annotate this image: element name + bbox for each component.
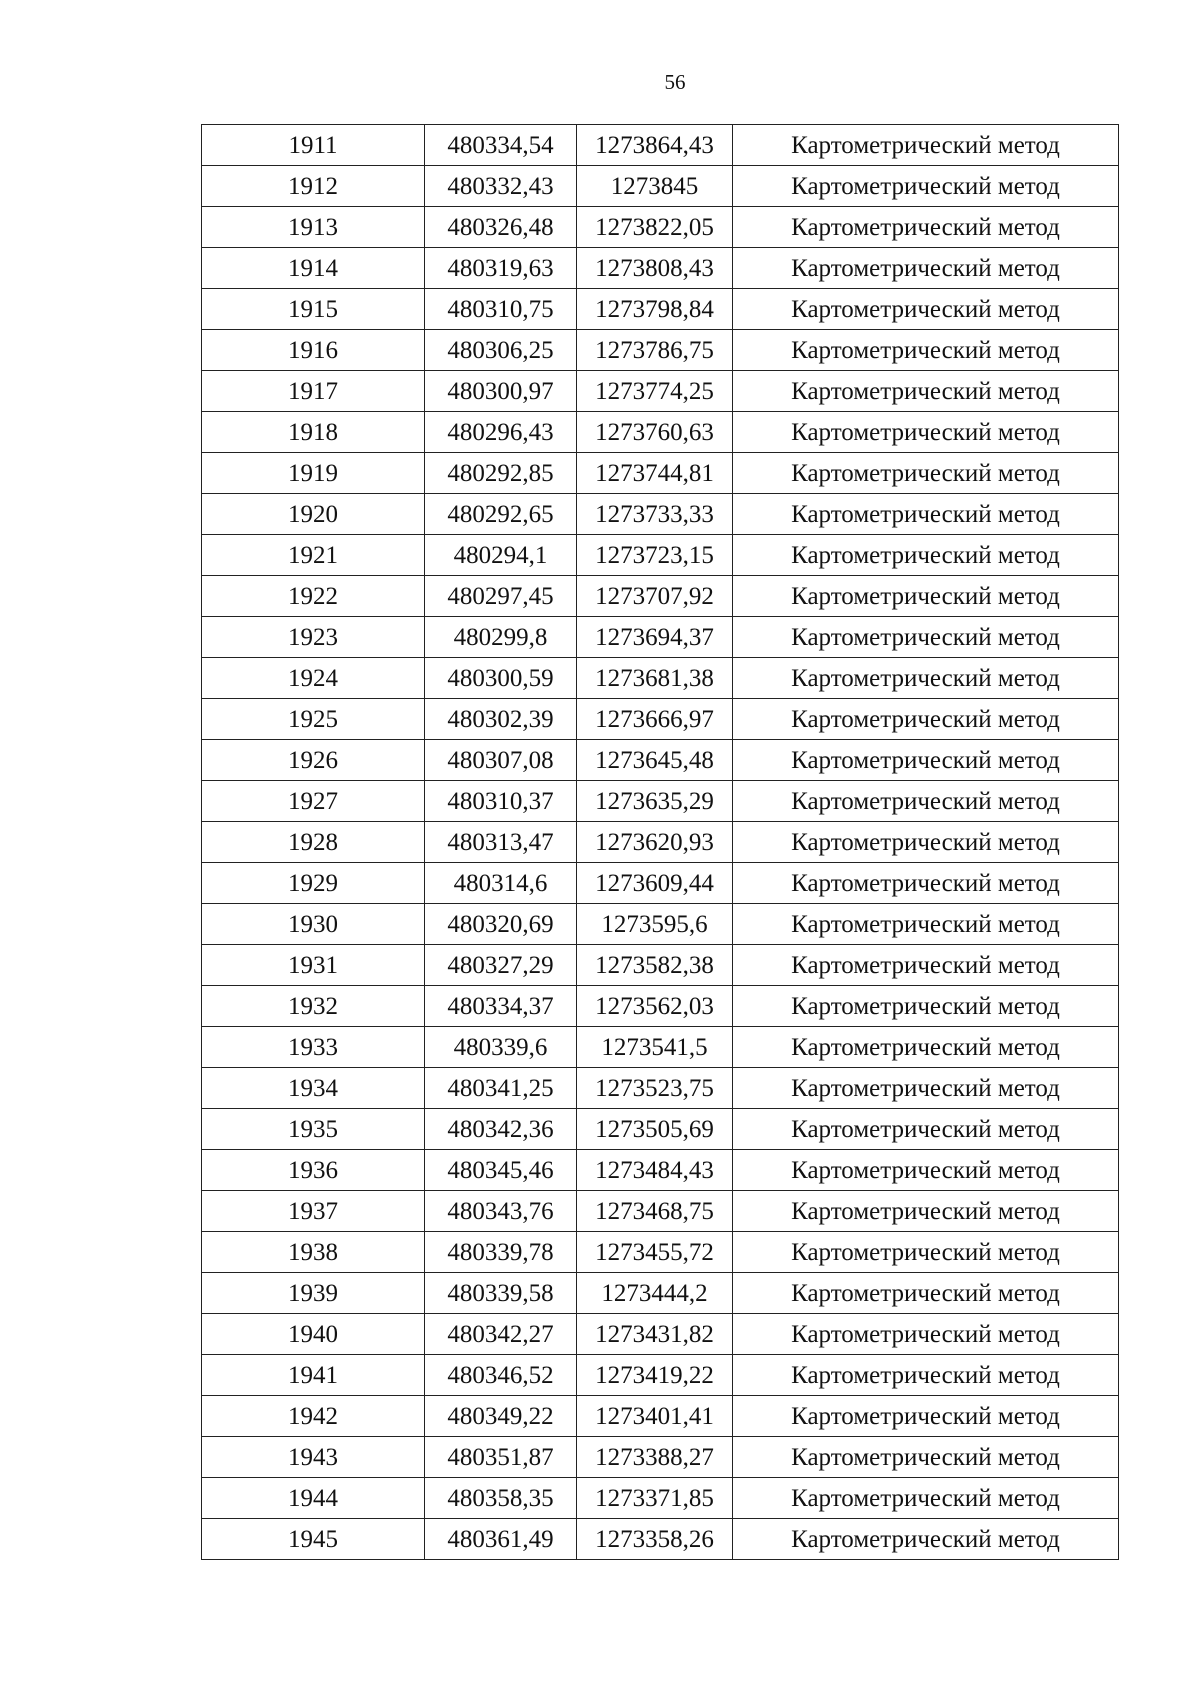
- y-coordinate-cell: 1273864,43: [577, 125, 733, 166]
- y-coordinate-cell: 1273595,6: [577, 904, 733, 945]
- point-number-cell: 1945: [202, 1519, 425, 1560]
- point-number-cell: 1923: [202, 617, 425, 658]
- table-row: [202, 535, 1119, 576]
- table-row: [202, 1396, 1119, 1437]
- x-coordinate-cell: 480319,63: [425, 248, 577, 289]
- point-number-cell: 1941: [202, 1355, 425, 1396]
- y-coordinate-cell: 1273541,5: [577, 1027, 733, 1068]
- point-number-cell: 1921: [202, 535, 425, 576]
- y-coordinate-cell: 1273744,81: [577, 453, 733, 494]
- x-coordinate-cell: 480349,22: [425, 1396, 577, 1437]
- y-coordinate-cell: 1273505,69: [577, 1109, 733, 1150]
- table-row: [202, 412, 1119, 453]
- table-row: [202, 576, 1119, 617]
- method-cell: Картометрический метод: [733, 1478, 1119, 1519]
- x-coordinate-cell: 480306,25: [425, 330, 577, 371]
- method-cell: Картометрический метод: [733, 822, 1119, 863]
- x-coordinate-cell: 480327,29: [425, 945, 577, 986]
- method-cell: Картометрический метод: [733, 1232, 1119, 1273]
- table-row: [202, 1273, 1119, 1314]
- x-coordinate-cell: 480292,85: [425, 453, 577, 494]
- method-cell: Картометрический метод: [733, 494, 1119, 535]
- point-number-cell: 1930: [202, 904, 425, 945]
- point-number-cell: 1926: [202, 740, 425, 781]
- point-number-cell: 1942: [202, 1396, 425, 1437]
- x-coordinate-cell: 480300,59: [425, 658, 577, 699]
- y-coordinate-cell: 1273808,43: [577, 248, 733, 289]
- point-number-cell: 1922: [202, 576, 425, 617]
- method-cell: Картометрический метод: [733, 1273, 1119, 1314]
- method-cell: Картометрический метод: [733, 658, 1119, 699]
- point-number-cell: 1938: [202, 1232, 425, 1273]
- y-coordinate-cell: 1273582,38: [577, 945, 733, 986]
- y-coordinate-cell: 1273620,93: [577, 822, 733, 863]
- y-coordinate-cell: 1273694,37: [577, 617, 733, 658]
- y-coordinate-cell: 1273431,82: [577, 1314, 733, 1355]
- point-number-cell: 1916: [202, 330, 425, 371]
- table-row: [202, 166, 1119, 207]
- point-number-cell: 1934: [202, 1068, 425, 1109]
- method-cell: Картометрический метод: [733, 453, 1119, 494]
- x-coordinate-cell: 480343,76: [425, 1191, 577, 1232]
- y-coordinate-cell: 1273371,85: [577, 1478, 733, 1519]
- method-cell: Картометрический метод: [733, 535, 1119, 576]
- table-row: [202, 1027, 1119, 1068]
- x-coordinate-cell: 480361,49: [425, 1519, 577, 1560]
- x-coordinate-cell: 480296,43: [425, 412, 577, 453]
- y-coordinate-cell: 1273455,72: [577, 1232, 733, 1273]
- x-coordinate-cell: 480310,37: [425, 781, 577, 822]
- table-row: [202, 1314, 1119, 1355]
- y-coordinate-cell: 1273388,27: [577, 1437, 733, 1478]
- table-row: [202, 1232, 1119, 1273]
- point-number-cell: 1920: [202, 494, 425, 535]
- point-number-cell: 1919: [202, 453, 425, 494]
- point-number-cell: 1937: [202, 1191, 425, 1232]
- point-number-cell: 1929: [202, 863, 425, 904]
- method-cell: Картометрический метод: [733, 1519, 1119, 1560]
- x-coordinate-cell: 480342,36: [425, 1109, 577, 1150]
- x-coordinate-cell: 480300,97: [425, 371, 577, 412]
- point-number-cell: 1914: [202, 248, 425, 289]
- point-number-cell: 1913: [202, 207, 425, 248]
- y-coordinate-cell: 1273645,48: [577, 740, 733, 781]
- point-number-cell: 1939: [202, 1273, 425, 1314]
- table-row: [202, 371, 1119, 412]
- y-coordinate-cell: 1273562,03: [577, 986, 733, 1027]
- method-cell: Картометрический метод: [733, 125, 1119, 166]
- table-row: [202, 207, 1119, 248]
- point-number-cell: 1918: [202, 412, 425, 453]
- point-number-cell: 1917: [202, 371, 425, 412]
- y-coordinate-cell: 1273358,26: [577, 1519, 733, 1560]
- point-number-cell: 1928: [202, 822, 425, 863]
- method-cell: Картометрический метод: [733, 699, 1119, 740]
- x-coordinate-cell: 480314,6: [425, 863, 577, 904]
- method-cell: Картометрический метод: [733, 1396, 1119, 1437]
- y-coordinate-cell: 1273707,92: [577, 576, 733, 617]
- table-row: [202, 1109, 1119, 1150]
- x-coordinate-cell: 480346,52: [425, 1355, 577, 1396]
- y-coordinate-cell: 1273733,33: [577, 494, 733, 535]
- x-coordinate-cell: 480294,1: [425, 535, 577, 576]
- table-row: [202, 1150, 1119, 1191]
- coordinates-table: [201, 124, 1119, 1560]
- method-cell: Картометрический метод: [733, 740, 1119, 781]
- method-cell: Картометрический метод: [733, 904, 1119, 945]
- method-cell: Картометрический метод: [733, 1437, 1119, 1478]
- point-number-cell: 1912: [202, 166, 425, 207]
- x-coordinate-cell: 480307,08: [425, 740, 577, 781]
- x-coordinate-cell: 480332,43: [425, 166, 577, 207]
- page-number: 56: [664, 70, 686, 94]
- x-coordinate-cell: 480297,45: [425, 576, 577, 617]
- table-row: [202, 1068, 1119, 1109]
- table-row: [202, 1437, 1119, 1478]
- x-coordinate-cell: 480345,46: [425, 1150, 577, 1191]
- x-coordinate-cell: 480342,27: [425, 1314, 577, 1355]
- y-coordinate-cell: 1273635,29: [577, 781, 733, 822]
- method-cell: Картометрический метод: [733, 863, 1119, 904]
- y-coordinate-cell: 1273401,41: [577, 1396, 733, 1437]
- table-row: [202, 740, 1119, 781]
- point-number-cell: 1933: [202, 1027, 425, 1068]
- method-cell: Картометрический метод: [733, 1150, 1119, 1191]
- y-coordinate-cell: 1273523,75: [577, 1068, 733, 1109]
- table-row: [202, 1519, 1119, 1560]
- x-coordinate-cell: 480292,65: [425, 494, 577, 535]
- x-coordinate-cell: 480313,47: [425, 822, 577, 863]
- point-number-cell: 1927: [202, 781, 425, 822]
- method-cell: Картометрический метод: [733, 412, 1119, 453]
- table-row: [202, 1355, 1119, 1396]
- method-cell: Картометрический метод: [733, 617, 1119, 658]
- table-row: [202, 1191, 1119, 1232]
- y-coordinate-cell: 1273760,63: [577, 412, 733, 453]
- table-row: [202, 1478, 1119, 1519]
- coordinates-table-body: [202, 125, 1119, 1560]
- method-cell: Картометрический метод: [733, 1314, 1119, 1355]
- y-coordinate-cell: 1273798,84: [577, 289, 733, 330]
- x-coordinate-cell: 480299,8: [425, 617, 577, 658]
- x-coordinate-cell: 480326,48: [425, 207, 577, 248]
- y-coordinate-cell: 1273845: [577, 166, 733, 207]
- point-number-cell: 1936: [202, 1150, 425, 1191]
- x-coordinate-cell: 480310,75: [425, 289, 577, 330]
- method-cell: Картометрический метод: [733, 166, 1119, 207]
- table-row: [202, 822, 1119, 863]
- table-row: [202, 289, 1119, 330]
- table-row: [202, 453, 1119, 494]
- point-number-cell: 1932: [202, 986, 425, 1027]
- point-number-cell: 1911: [202, 125, 425, 166]
- table-row: [202, 863, 1119, 904]
- x-coordinate-cell: 480302,39: [425, 699, 577, 740]
- x-coordinate-cell: 480358,35: [425, 1478, 577, 1519]
- y-coordinate-cell: 1273484,43: [577, 1150, 733, 1191]
- point-number-cell: 1925: [202, 699, 425, 740]
- x-coordinate-cell: 480334,54: [425, 125, 577, 166]
- y-coordinate-cell: 1273774,25: [577, 371, 733, 412]
- method-cell: Картометрический метод: [733, 1355, 1119, 1396]
- point-number-cell: 1931: [202, 945, 425, 986]
- point-number-cell: 1943: [202, 1437, 425, 1478]
- method-cell: Картометрический метод: [733, 289, 1119, 330]
- method-cell: Картометрический метод: [733, 207, 1119, 248]
- table-row: [202, 781, 1119, 822]
- table-row: [202, 617, 1119, 658]
- x-coordinate-cell: 480339,78: [425, 1232, 577, 1273]
- method-cell: Картометрический метод: [733, 986, 1119, 1027]
- table-row: [202, 125, 1119, 166]
- y-coordinate-cell: 1273822,05: [577, 207, 733, 248]
- table-row: [202, 494, 1119, 535]
- method-cell: Картометрический метод: [733, 330, 1119, 371]
- x-coordinate-cell: 480341,25: [425, 1068, 577, 1109]
- x-coordinate-cell: 480320,69: [425, 904, 577, 945]
- table-row: [202, 945, 1119, 986]
- method-cell: Картометрический метод: [733, 1068, 1119, 1109]
- point-number-cell: 1915: [202, 289, 425, 330]
- method-cell: Картометрический метод: [733, 1191, 1119, 1232]
- method-cell: Картометрический метод: [733, 248, 1119, 289]
- y-coordinate-cell: 1273468,75: [577, 1191, 733, 1232]
- point-number-cell: 1935: [202, 1109, 425, 1150]
- y-coordinate-cell: 1273444,2: [577, 1273, 733, 1314]
- method-cell: Картометрический метод: [733, 1109, 1119, 1150]
- y-coordinate-cell: 1273666,97: [577, 699, 733, 740]
- method-cell: Картометрический метод: [733, 371, 1119, 412]
- method-cell: Картометрический метод: [733, 1027, 1119, 1068]
- method-cell: Картометрический метод: [733, 781, 1119, 822]
- table-row: [202, 904, 1119, 945]
- table-row: [202, 658, 1119, 699]
- x-coordinate-cell: 480351,87: [425, 1437, 577, 1478]
- method-cell: Картометрический метод: [733, 576, 1119, 617]
- point-number-cell: 1940: [202, 1314, 425, 1355]
- table-row: [202, 699, 1119, 740]
- y-coordinate-cell: 1273681,38: [577, 658, 733, 699]
- point-number-cell: 1924: [202, 658, 425, 699]
- x-coordinate-cell: 480339,6: [425, 1027, 577, 1068]
- table-row: [202, 986, 1119, 1027]
- y-coordinate-cell: 1273723,15: [577, 535, 733, 576]
- y-coordinate-cell: 1273609,44: [577, 863, 733, 904]
- x-coordinate-cell: 480339,58: [425, 1273, 577, 1314]
- y-coordinate-cell: 1273419,22: [577, 1355, 733, 1396]
- x-coordinate-cell: 480334,37: [425, 986, 577, 1027]
- table-row: [202, 248, 1119, 289]
- y-coordinate-cell: 1273786,75: [577, 330, 733, 371]
- method-cell: Картометрический метод: [733, 945, 1119, 986]
- table-row: [202, 330, 1119, 371]
- point-number-cell: 1944: [202, 1478, 425, 1519]
